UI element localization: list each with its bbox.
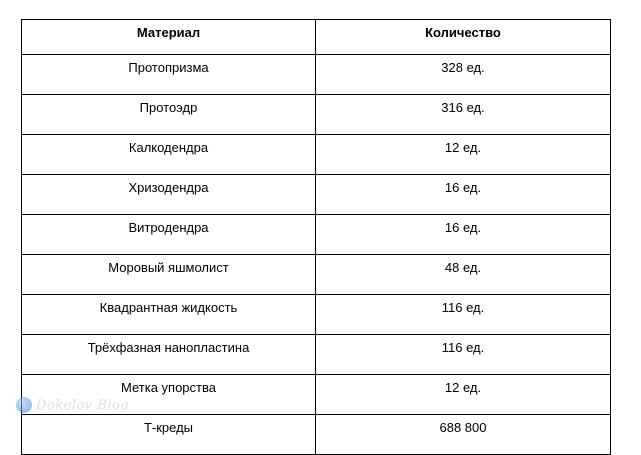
material-cell: Квадрантная жидкость: [22, 295, 316, 335]
globe-logo-icon: [16, 397, 32, 413]
quantity-cell: 688 800: [316, 415, 611, 455]
table-row: [22, 135, 611, 175]
quantity-cell: 116 ед.: [316, 335, 611, 375]
material-cell: Т-креды: [22, 415, 316, 455]
blog-watermark: [16, 396, 129, 414]
table-row: [22, 55, 611, 95]
header-material: Материал: [22, 20, 316, 55]
table-row: [22, 215, 611, 255]
material-cell: Трёхфазная нанопластина: [22, 335, 316, 375]
quantity-cell: 12 ед.: [316, 375, 611, 415]
material-cell: Хризодендра: [22, 175, 316, 215]
quantity-cell: 316 ед.: [316, 95, 611, 135]
materials-table: [21, 19, 611, 455]
table-row: [22, 95, 611, 135]
material-cell: Протоэдр: [22, 95, 316, 135]
material-cell: Моровый яшмолист: [22, 255, 316, 295]
table-header-row: [22, 20, 611, 55]
material-cell: Протопризма: [22, 55, 316, 95]
quantity-cell: 16 ед.: [316, 215, 611, 255]
quantity-cell: 16 ед.: [316, 175, 611, 215]
material-cell: Метка упорства: [22, 375, 316, 415]
table-row: [22, 295, 611, 335]
table-row: [22, 255, 611, 295]
watermark-text: Dokelov Blog: [36, 397, 130, 413]
table-row: [22, 175, 611, 215]
quantity-cell: 328 ед.: [316, 55, 611, 95]
table-row: [22, 415, 611, 455]
material-cell: Калкодендра: [22, 135, 316, 175]
quantity-cell: 12 ед.: [316, 135, 611, 175]
quantity-cell: 48 ед.: [316, 255, 611, 295]
quantity-cell: 116 ед.: [316, 295, 611, 335]
header-quantity: Количество: [316, 20, 611, 55]
table-row: [22, 335, 611, 375]
material-cell: Витродендра: [22, 215, 316, 255]
